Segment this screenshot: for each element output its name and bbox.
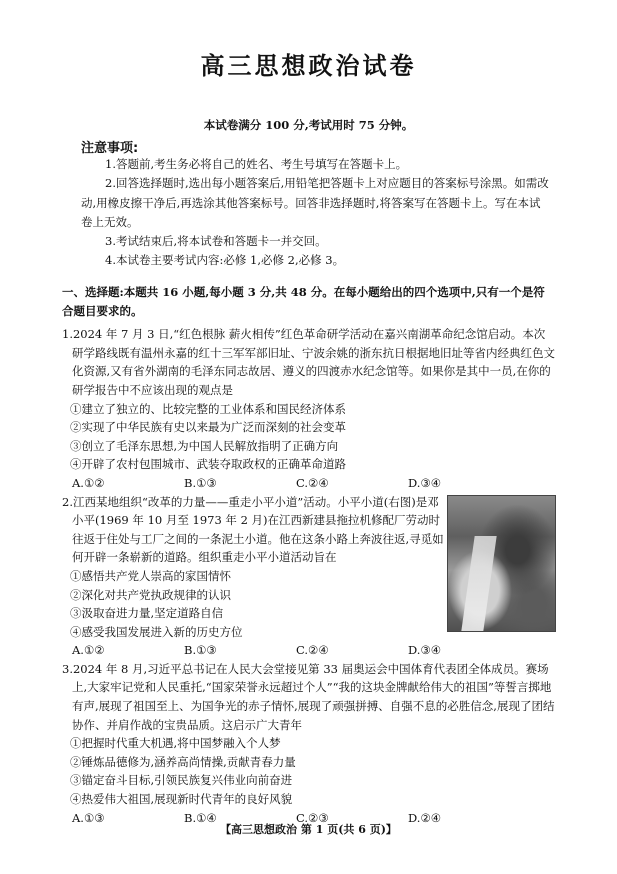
option-statement: ③创立了毛泽东思想,为中国人民解放指明了正确方向 bbox=[70, 438, 339, 453]
notice-item: 4.本试卷主要考试内容:必修 1,必修 2,必修 3。 bbox=[105, 253, 345, 268]
xiaoping-path-photo bbox=[447, 495, 556, 632]
choice-d: D.③④ bbox=[408, 643, 442, 658]
choice-a: A.①② bbox=[72, 475, 105, 490]
question-3 bbox=[62, 660, 556, 827]
page-title: 高三思想政治试卷 bbox=[200, 52, 417, 80]
question-1 bbox=[62, 325, 556, 492]
option-statement: ①把握时代重大机遇,将中国梦融入个人梦 bbox=[70, 736, 281, 751]
notice-item: 2.回答选择题时,选出每小题答案后,用铅笔把答题卡上对应题目的答案标号涂黑。如需改动,用橡皮擦干净后,再选涂其他答案标号。回答非选择题时,将答案写在答题卡上。写在本试卷上无效。 bbox=[81, 176, 549, 229]
page-footer: 【高三思想政治 第 1 页(共 6 页)】 bbox=[220, 823, 397, 836]
option-statement: ②深化对共产党执政规律的认识 bbox=[70, 587, 231, 602]
questions-area bbox=[62, 283, 556, 827]
option-statement: ④感受我国发展进入新的历史方位 bbox=[70, 624, 243, 639]
notice-item: 1.答题前,考生务必将自己的姓名、考生号填写在答题卡上。 bbox=[105, 157, 408, 171]
option-statement: ①建立了独立的、比较完整的工业体系和国民经济体系 bbox=[70, 401, 346, 416]
option-statement: ③汲取奋进力量,坚定道路自信 bbox=[70, 606, 224, 621]
notice-heading: 注意事项: bbox=[81, 141, 139, 156]
answer-choices bbox=[62, 474, 556, 493]
option-statement: ④热爱伟大祖国,展现新时代青年的良好风貌 bbox=[70, 792, 293, 807]
option-statement: ②锤炼品德修为,涵养高尚情操,贡献青春力量 bbox=[70, 754, 296, 769]
choice-b: B.①③ bbox=[184, 475, 217, 490]
option-statement: ④开辟了农村包围城市、武装夺取政权的正确革命道路 bbox=[70, 457, 346, 472]
notice-list bbox=[81, 155, 551, 271]
notice-item: 3.考试结束后,将本试卷和答题卡一并交回。 bbox=[105, 234, 327, 249]
question-2 bbox=[62, 493, 556, 660]
question-stem: 2.江西某地组织“改革的力量——重走小平小道”活动。小平小道(右图)是邓小平(1969 年 10 月至 1973 年 2 月)在江西新建县拖拉机修配厂劳动时往返于住处与工厂之间的一条泥土小道。他在这条小路上奔波往返,寻觅如何开辟一条崭新的道路。组织重走小平小道活动旨在 bbox=[62, 494, 444, 565]
section-heading: 一、选择题:本题共 16 小题,每小题 3 分,共 48 分。在每小题给出的四个选项中,只有一个是符合题目要求的。 bbox=[62, 285, 545, 318]
choice-b: B.①④ bbox=[184, 810, 217, 825]
question-2-text bbox=[62, 493, 444, 642]
dirt-path-shape bbox=[461, 536, 496, 631]
choice-c: C.②③ bbox=[296, 810, 329, 825]
answer-choices bbox=[62, 641, 556, 660]
option-statement: ③锚定奋斗目标,引领民族复兴伟业向前奋进 bbox=[70, 773, 293, 788]
question-stem: 1.2024 年 7 月 3 日,“红色根脉 薪火相传”红色革命研学活动在嘉兴南湖革命纪念馆启动。本次研学路线既有温州永嘉的红十三军军部旧址、宁波余姚的浙东抗日根据地旧址等省内经典红色文化资源,又有省外湖南的毛泽东同志故居、遵义的四渡赤水纪念馆等。如果你是其中一员,在你的研学报告中不应该出现的观点是 bbox=[62, 327, 555, 397]
choice-c: C.②④ bbox=[296, 643, 329, 658]
option-statement: ①感悟共产党人崇高的家国情怀 bbox=[70, 568, 231, 583]
choice-c: C.②④ bbox=[296, 475, 329, 490]
option-statement: ②实现了中华民族有史以来最为广泛而深刻的社会变革 bbox=[70, 420, 346, 435]
choice-d: D.③④ bbox=[408, 475, 442, 490]
choice-a: A.①② bbox=[72, 643, 105, 658]
choice-d: D.②④ bbox=[408, 810, 442, 825]
exam-meta: 本试卷满分 100 分,考试用时 75 分钟。 bbox=[203, 118, 414, 132]
choice-b: B.①③ bbox=[184, 643, 217, 658]
question-stem: 3.2024 年 8 月,习近平总书记在人民大会堂接见第 33 届奥运会中国体育代表团全体成员。赛场上,大家牢记党和人民重托,“国家荣誉永远超过个人”“我的这块金牌献给伟大的祖国”等誓言掷地有声,展现了祖国至上、为国争光的赤子情怀,展现了顽强拼搏、自强不息的必胜信念,展现了团结协作、并肩作战的宝贵品质。这启示广大青年 bbox=[62, 661, 555, 732]
choice-a: A.①③ bbox=[72, 810, 105, 825]
